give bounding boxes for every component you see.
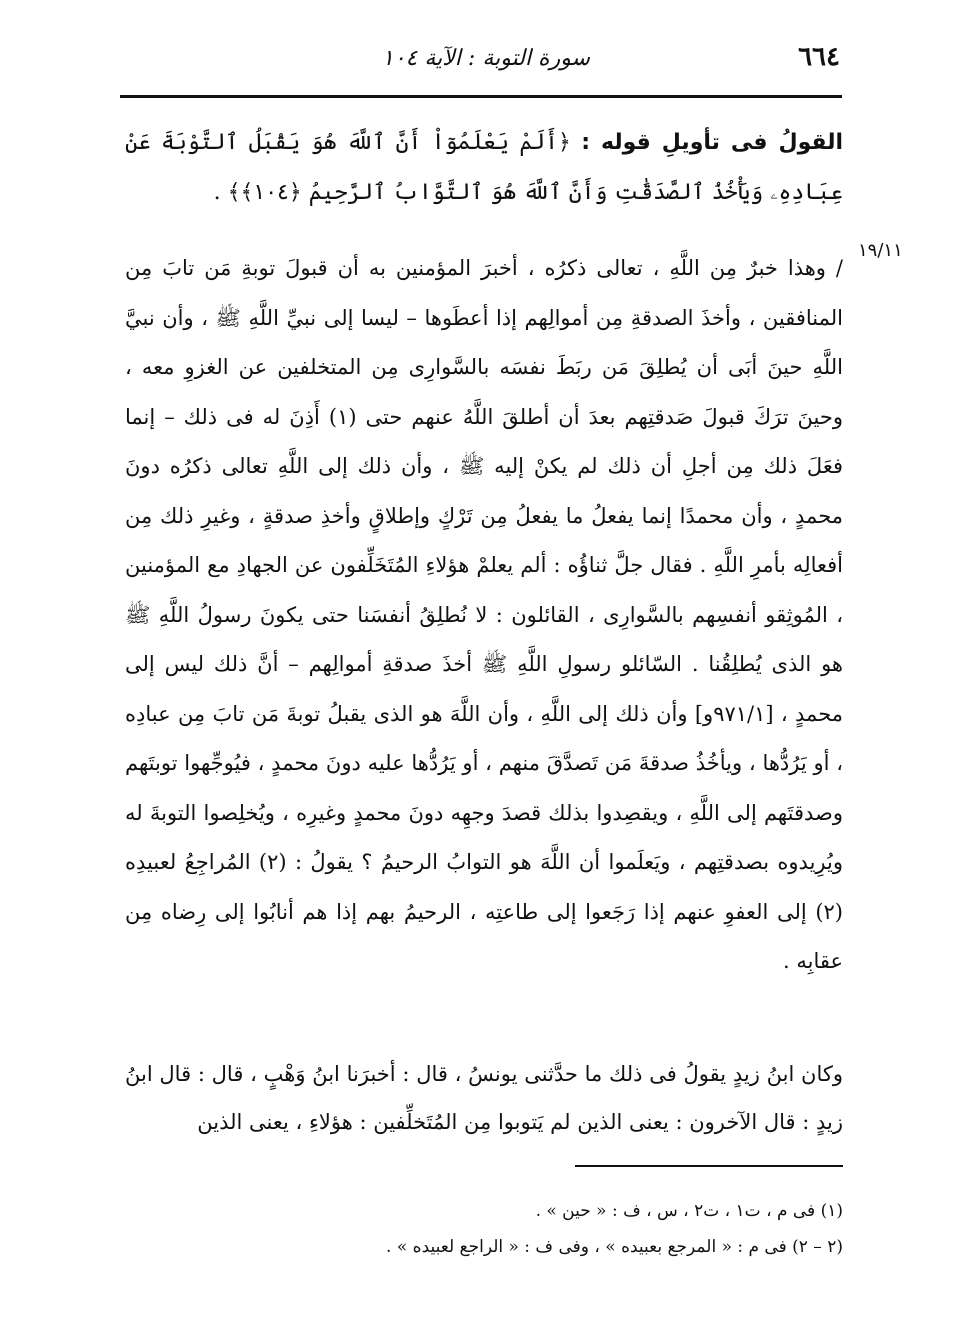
page-number: ٦٦٤ [798,42,840,72]
paragraph-text: / وهذا خبرٌ مِن اللَّهِ ، تعالى ذكرُه ، أخبرَ المؤمنين به أن قبولَ توبةِ مَن تابَ مِن المنافقين ، وأخذَ الصدقةِ مِن أموالِهم إذا أعطَوها – ليسا إلى نبيِّ اللَّهِ ﷺ ، وأن نبيَّ اللَّهِ حينَ أبَى أن يُطلِقَ مَن ربَطَ نفسَه بالسَّوارِى مِن المتخلفين عن الغزوِ معه ، وحينَ ترَكَ قبولَ صَدقتِهم بعدَ أن أطلقَ اللَّهُ عنهم حتى (١) أَذِنَ له فى ذلك – إنما فعَلَ ذلك مِن أجلِ أن ذلك لم يكنْ إليه ﷺ ، وأن ذلك إلى اللَّهِ تعالى ذكرُه دونَ محمدٍ ، وأن محمدًا إنما يفعلُ ما يفعلُ مِن تَرْكٍ وإطلاقٍ وأخذِ صدقةٍ ، وغيرِ ذلك مِن أفعالِه بأمرِ اللَّهِ . فقال جلَّ ثناؤُه : ألم يعلمْ هؤلاءِ المُتَخَلِّفون عن الجهادِ مع المؤمنين ، المُوثِقو أنفسِهم بالسَّوارِى ، القائلون : لا نُطلِقُ أنفسَنا حتى يكونَ رسولُ اللَّهِ ﷺ هو الذى يُطلِقُنا . السّائلو رسولِ اللَّهِ ﷺ أخذَ صدقةِ أموالِهم – أنَّ ذلك ليس إلى محمدٍ ، [٩٧١/١و] وأن ذلك إلى اللَّهِ ، وأن اللَّهَ هو الذى يقبلُ توبةَ مَن تابَ مِن عبادِه ، أو يَرُدُّها ، ويأخُذُ صدقةَ مَن تَصدَّقَ منهم ، أو يَرُدُّها عليه دونَ محمدٍ ، فيُوجِّهوا توبتَهم وصدقتَهم إلى اللَّهِ ، ويقصِدوا بذلك قصدَ وجهِه دونَ محمدٍ وغيرِه ، ويُخلِصوا التوبةَ له ويُرِيدوه بصدقتِهم ، ويَعلَموا أن اللَّهَ هو التوابُ الرحيمُ ؟ يقولُ : (٢) المُراجِعُ لعبيدِه (٢) إلى العفوِ عنهم إذا رَجَعوا إلى طاعتِه ، الرحيمُ بهم إذا هم أنابُوا إلى رِضاه مِن عقابِه . [125,256,844,973]
footnote: (١) فى م ، ت١ ، ت٢ ، س ، ف : « حين » . [535,1201,843,1221]
verse-block [125,118,843,218]
verse-heading: القولُ فى تأويلِ قوله : [581,130,844,155]
narration-paragraph [125,1050,843,1146]
quran-verse: ﴿أَلَمْ يَعْلَمُوٓاْ أَنَّ ٱللَّهَ هُوَ يَقْبَلُ ٱلتَّوْبَةَ عَنْ عِبَادِهِۦ وَيَأْخُذُ ٱلصَّدَقَٰتِ وَأَنَّ ٱللَّهَ هُوَ ٱلتَّوَّابُ ٱلرَّحِيمُ ﴿١٠٤﴾﴾ . [125,130,843,205]
page-header [120,42,840,94]
running-title: سورة التوبة : الآية ١٠٤ [381,46,590,71]
footnotes [300,1193,843,1265]
commentary-paragraph [125,244,843,987]
footnote: (٢ – ٢) فى م : « المرجع بعبيده » ، وفى ف : « الراجع لعبيده » . [386,1237,843,1257]
footnote-rule [575,1165,843,1167]
paragraph-text: وكان ابنُ زيدٍ يقولُ فى ذلك ما حدَّثنى يونسُ ، قال : أخبرَنا ابنُ وَهْبٍ ، قال : قال ابنُ زيدٍ : قال الآخرون : يعنى الذين لم يَتوبوا مِن المُتَخلِّفين : هؤلاءِ ، يعنى الذين [125,1062,843,1134]
header-rule [120,95,842,98]
marginal-reference: ١٩/١١ [858,240,903,261]
